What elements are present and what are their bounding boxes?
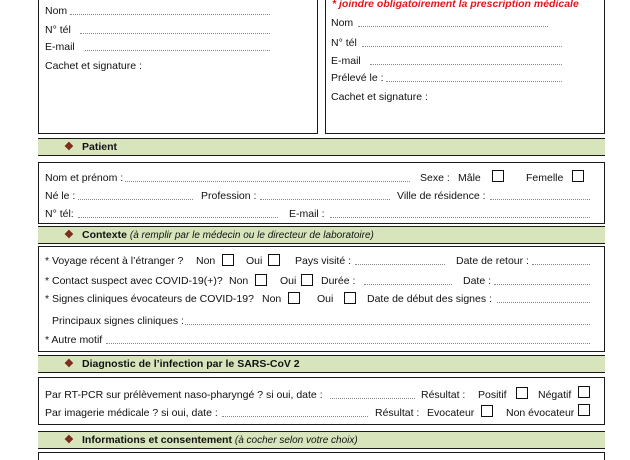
diagnosis-section-header xyxy=(38,355,605,373)
residence-field[interactable] xyxy=(490,199,590,200)
not-suggestive-checkbox[interactable] xyxy=(578,404,590,416)
travel-no-checkbox[interactable] xyxy=(222,254,234,266)
positive-label: Positif xyxy=(478,389,507,401)
diagnosis-section-title: Diagnostic de l’infection par le SARS-CoV 2 xyxy=(82,358,300,370)
contact-date-field[interactable] xyxy=(494,284,590,285)
context-section-title: Contexte (à remplir par le médecin ou le directeur de laboratoire) xyxy=(82,229,374,241)
pcr-result-label: Résultat : xyxy=(421,389,466,401)
context-section-note: (à remplir par le médecin ou le directeur de laboratoire) xyxy=(129,230,374,241)
sampler-email-label: E-mail xyxy=(331,55,361,67)
contact-yes-label: Oui xyxy=(280,275,297,287)
prescriber-email-label: E-mail xyxy=(45,41,75,53)
born-field[interactable] xyxy=(78,199,193,200)
prescriber-phone-label: N° tél xyxy=(45,24,71,36)
negative-checkbox[interactable] xyxy=(578,386,590,398)
diamond-bullet-icon: ❖ xyxy=(64,229,74,241)
prescriber-name-label: Nom xyxy=(45,5,68,17)
consent-section-note: (à cocher selon votre choix) xyxy=(234,435,358,446)
signs-start-date-label: Date de début des signes : xyxy=(367,293,492,305)
signs-start-date-field[interactable] xyxy=(497,302,590,303)
female-checkbox[interactable] xyxy=(572,170,584,182)
suggestive-checkbox[interactable] xyxy=(481,405,493,417)
positive-checkbox[interactable] xyxy=(516,387,528,399)
residence-label: Ville de résidence : xyxy=(397,190,486,202)
travel-yes-checkbox[interactable] xyxy=(268,254,280,266)
sampled-on-label: Prélevé le : xyxy=(331,72,384,84)
country-field[interactable] xyxy=(355,264,445,265)
patient-section-header xyxy=(38,138,605,156)
suggestive-label: Evocateur xyxy=(427,407,475,419)
sampled-on-field[interactable] xyxy=(386,81,562,82)
main-signs-field[interactable] xyxy=(185,324,590,325)
country-label: Pays visité : xyxy=(295,255,352,267)
contact-no-label: Non xyxy=(229,275,249,287)
patient-phone-label: N° tél: xyxy=(45,208,74,220)
sampler-name-field[interactable] xyxy=(358,26,548,27)
signs-yes-label: Oui xyxy=(317,293,334,305)
sampler-stamp-label: Cachet et signature : xyxy=(331,91,428,103)
sampler-email-field[interactable] xyxy=(370,64,562,65)
not-suggestive-label: Non évocateur xyxy=(506,407,575,419)
return-date-field[interactable] xyxy=(532,264,590,265)
travel-yes-label: Oui xyxy=(246,255,263,267)
patient-name-label: Nom et prénom : xyxy=(45,172,124,184)
male-checkbox[interactable] xyxy=(492,170,504,182)
imaging-date-field[interactable] xyxy=(222,416,368,417)
diamond-bullet-icon: ❖ xyxy=(64,434,74,446)
context-section-header xyxy=(38,226,605,244)
prescriber-name-field[interactable] xyxy=(70,14,270,15)
sampler-phone-field[interactable] xyxy=(362,46,562,47)
patient-email-field[interactable] xyxy=(330,217,590,218)
return-date-label: Date de retour : xyxy=(456,255,529,267)
contact-no-checkbox[interactable] xyxy=(255,274,267,286)
consent-section-header xyxy=(38,431,605,449)
signs-label: * Signes cliniques évocateurs de COVID-19? xyxy=(45,293,254,305)
prescriber-phone-field[interactable] xyxy=(80,33,270,34)
contact-yes-checkbox[interactable] xyxy=(301,274,313,286)
travel-no-label: Non xyxy=(196,255,216,267)
other-reason-label: * Autre motif xyxy=(45,334,103,346)
imaging-result-label: Résultat : xyxy=(375,407,420,419)
signs-yes-checkbox[interactable] xyxy=(344,292,356,304)
prescription-notice: * joindre obligatoirement la prescription médicale xyxy=(332,0,579,10)
imaging-label: Par imagerie médicale ? si oui, date : xyxy=(45,407,218,419)
profession-field[interactable] xyxy=(260,199,390,200)
contact-label: * Contact suspect avec COVID-19(+)? xyxy=(45,275,223,287)
patient-phone-field[interactable] xyxy=(78,217,278,218)
patient-email-label: E-mail : xyxy=(289,208,325,220)
consent-box xyxy=(38,452,605,460)
travel-label: * Voyage récent à l’étranger ? xyxy=(45,255,184,267)
patient-section-title: Patient xyxy=(82,141,118,153)
patient-name-field[interactable] xyxy=(125,181,410,182)
negative-label: Négatif xyxy=(538,389,572,401)
sampler-box xyxy=(325,0,605,134)
male-label: Mâle xyxy=(458,172,481,184)
signs-no-checkbox[interactable] xyxy=(288,292,300,304)
pcr-date-field[interactable] xyxy=(330,398,415,399)
sex-label: Sexe : xyxy=(420,172,450,184)
consent-section-title: Informations et consentement (à cocher selon votre choix) xyxy=(82,434,358,446)
profession-label: Profession : xyxy=(201,190,257,202)
duration-label: Durée : xyxy=(321,275,356,287)
prescriber-email-field[interactable] xyxy=(85,50,270,51)
contact-date-label: Date : xyxy=(463,275,492,287)
other-reason-field[interactable] xyxy=(106,343,590,344)
diamond-bullet-icon: ❖ xyxy=(64,358,74,370)
sampler-name-label: Nom xyxy=(331,17,354,29)
diamond-bullet-icon: ❖ xyxy=(64,141,74,153)
signs-no-label: Non xyxy=(262,293,282,305)
main-signs-label: Principaux signes cliniques : xyxy=(52,315,184,327)
sampler-phone-label: N° tél xyxy=(331,37,357,49)
prescriber-stamp-label: Cachet et signature : xyxy=(45,60,142,72)
duration-field[interactable] xyxy=(364,284,452,285)
pcr-label: Par RT-PCR sur prélèvement naso-pharyngé ? si oui, date : xyxy=(45,389,323,401)
born-label: Né le : xyxy=(45,190,76,202)
female-label: Femelle xyxy=(526,172,564,184)
